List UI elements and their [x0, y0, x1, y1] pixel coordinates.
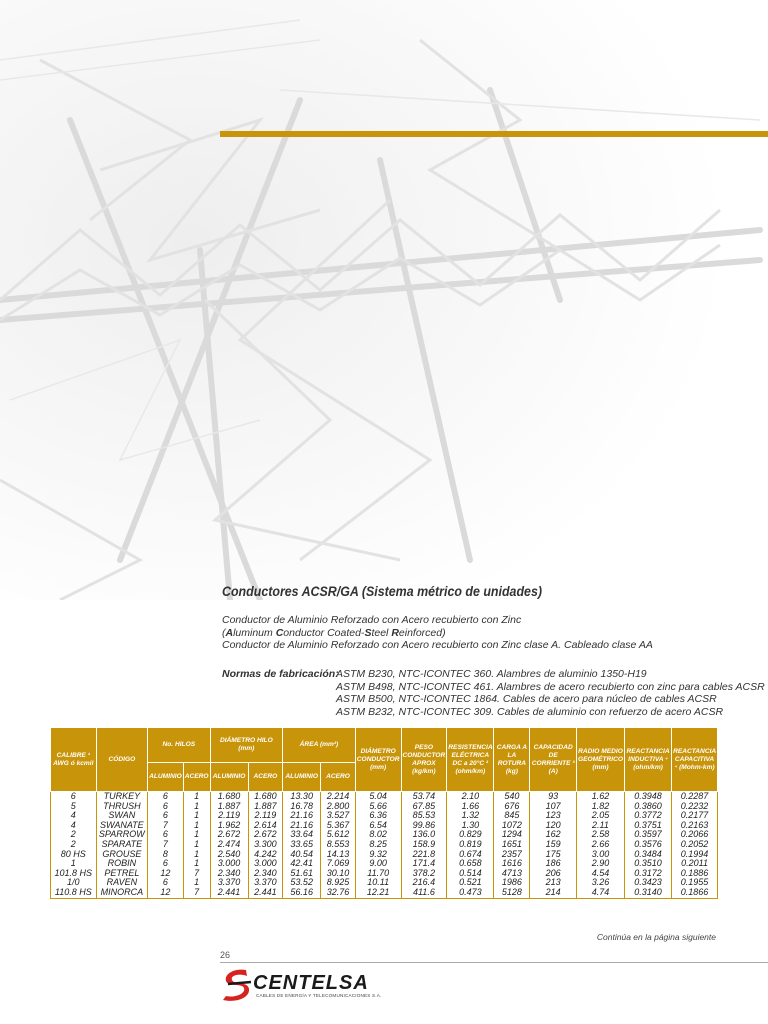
table-cell: 1294: [494, 830, 530, 840]
product-description: [222, 614, 653, 652]
table-cell: 0.829: [447, 830, 494, 840]
table-cell: 14.13: [321, 850, 356, 860]
table-cell: 1.962: [210, 821, 248, 831]
table-cell: 1: [183, 830, 210, 840]
table-cell: 206: [530, 869, 577, 879]
table-cell: 12: [148, 869, 184, 879]
table-cell: 5.612: [321, 830, 356, 840]
norm-item: ASTM B232, NTC-ICONTEC 309. Cables de aluminio con refuerzo de acero ACSR: [336, 705, 724, 718]
header-gold-rule: [220, 131, 768, 137]
table-cell: 3.000: [248, 859, 283, 869]
table-cell: 5128: [494, 888, 530, 898]
header-capacidad: CAPACIDAD DE CORRIENTE ³ (A): [530, 728, 577, 792]
table-cell: 8.553: [321, 840, 356, 850]
table-cell: 8.925: [321, 878, 356, 888]
table-cell: 123: [530, 811, 577, 821]
table-cell: 213: [530, 878, 577, 888]
table-cell: 3.370: [248, 878, 283, 888]
table-cell: 1986: [494, 878, 530, 888]
table-cell: 2357: [494, 850, 530, 860]
table-cell: 0.2287: [672, 792, 718, 802]
table-cell: 5.367: [321, 821, 356, 831]
table-cell: 30.10: [321, 869, 356, 879]
norm-item: ASTM B500, NTC-ICONTEC 1864. Cables de acero para núcleo de cables ACSR: [336, 693, 717, 705]
table-cell: 2: [51, 830, 97, 840]
table-cell: 7: [148, 821, 184, 831]
table-cell: 1616: [494, 859, 530, 869]
footer-rule: [220, 962, 768, 963]
table-cell: 1.66: [447, 802, 494, 812]
table-cell: 0.473: [447, 888, 494, 898]
table-cell: 33.64: [283, 830, 321, 840]
table-cell: 1: [51, 859, 97, 869]
description-segment: A: [225, 626, 234, 639]
table-cell: 2.474: [210, 840, 248, 850]
table-cell: 1.680: [248, 792, 283, 802]
table-cell: 411.6: [401, 888, 447, 898]
table-cell: 1.887: [248, 802, 283, 812]
table-cell: 171.4: [401, 859, 447, 869]
table-cell: 107: [530, 802, 577, 812]
table-cell: 3.527: [321, 811, 356, 821]
table-cell: ROBIN: [96, 859, 147, 869]
table-cell: 4713: [494, 869, 530, 879]
table-cell: 6.36: [355, 811, 401, 821]
table-cell: 2.672: [210, 830, 248, 840]
table-cell: 2.119: [248, 811, 283, 821]
table-cell: 2.540: [210, 850, 248, 860]
table-cell: 0.2177: [672, 811, 718, 821]
table-cell: 1: [183, 850, 210, 860]
table-cell: 21.16: [283, 821, 321, 831]
description-line-2: [222, 627, 653, 640]
table-cell: 175: [530, 850, 577, 860]
table-cell: 214: [530, 888, 577, 898]
table-cell: 3.370: [210, 878, 248, 888]
table-cell: 5.66: [355, 802, 401, 812]
table-cell: 32.76: [321, 888, 356, 898]
table-cell: 1651: [494, 840, 530, 850]
table-cell: 4: [51, 821, 97, 831]
table-cell: 101.8 HS: [51, 869, 97, 879]
table-cell: 0.3423: [625, 878, 672, 888]
subheader-diametro-acero: ACERO: [248, 763, 283, 792]
table-cell: 216.4: [401, 878, 447, 888]
table-cell: 53.74: [401, 792, 447, 802]
table-cell: SWANATE: [96, 821, 147, 831]
table-cell: 6: [148, 830, 184, 840]
table-cell: PETREL: [96, 869, 147, 879]
table-cell: 0.3772: [625, 811, 672, 821]
table-cell: 2.614: [248, 821, 283, 831]
table-cell: 158.9: [401, 840, 447, 850]
table-cell: 378.2: [401, 869, 447, 879]
table-cell: 0.3510: [625, 859, 672, 869]
table-cell: 6: [148, 802, 184, 812]
norm-item: ASTM B498, NTC-ICONTEC 461. Alambres de acero recubierto con zinc para cables ACSR: [336, 680, 765, 693]
table-cell: 11.70: [355, 869, 401, 879]
table-cell: 5.04: [355, 792, 401, 802]
table-cell: SPARROW: [96, 830, 147, 840]
table-cell: 12: [148, 888, 184, 898]
table-cell: 0.658: [447, 859, 494, 869]
table-cell: 676: [494, 802, 530, 812]
description-segment: teel: [371, 626, 392, 639]
table-cell: TURKEY: [96, 792, 147, 802]
table-cell: 33.65: [283, 840, 321, 850]
table-cell: 0.3484: [625, 850, 672, 860]
description-line-3: Conductor de Aluminio Reforzado con Acero recubierto con Zinc clase A. Cableado clase AA: [222, 639, 653, 651]
table-cell: 1: [183, 859, 210, 869]
header-hilos: No. HILOS: [148, 728, 210, 763]
conductor-spec-table: [50, 727, 718, 899]
table-cell: 1.887: [210, 802, 248, 812]
table-cell: 0.2066: [672, 830, 718, 840]
table-cell: 2.340: [248, 869, 283, 879]
table-cell: 2.800: [321, 802, 356, 812]
header-codigo: CÓDIGO: [96, 728, 147, 792]
table-cell: 110.8 HS: [51, 888, 97, 898]
description-segment: onductor Coated-: [283, 626, 365, 639]
header-reactancia-inductiva: REACTANCIA INDUCTIVA ⁴ (ohm/km): [625, 728, 672, 792]
table-cell: 845: [494, 811, 530, 821]
table-cell: 0.3597: [625, 830, 672, 840]
table-cell: 1.30: [447, 821, 494, 831]
norms-label: Normas de fabricación:: [222, 668, 339, 680]
table-cell: 136.0: [401, 830, 447, 840]
table-cell: 1: [183, 811, 210, 821]
table-cell: 21.16: [283, 811, 321, 821]
table-cell: 1: [183, 878, 210, 888]
table-cell: 6.54: [355, 821, 401, 831]
table-cell: 221.8: [401, 850, 447, 860]
table-cell: 2.672: [248, 830, 283, 840]
table-cell: 67.85: [401, 802, 447, 812]
table-cell: 0.819: [447, 840, 494, 850]
table-cell: 0.514: [447, 869, 494, 879]
description-segment: S: [364, 626, 372, 639]
table-cell: 1: [183, 840, 210, 850]
subheader-diametro-aluminio: ALUMINIO: [210, 763, 248, 792]
header-carga: CARGA A LA ROTURA (kg): [494, 728, 530, 792]
header-resistencia: RESISTENCIA ELÉCTRICA DC a 20°C ² (ohm/km): [447, 728, 494, 792]
description-segment: einforced): [398, 626, 446, 639]
header-peso: PESO CONDUCTOR APROX (kg/km): [401, 728, 447, 792]
table-cell: 5: [51, 802, 97, 812]
table-cell: 2.90: [576, 859, 624, 869]
table-cell: 2.58: [576, 830, 624, 840]
table-cell: 0.2232: [672, 802, 718, 812]
table-cell: 1.680: [210, 792, 248, 802]
table-cell: 2.119: [210, 811, 248, 821]
table-cell: 0.1994: [672, 850, 718, 860]
table-cell: SPARATE: [96, 840, 147, 850]
table-cell: 4.242: [248, 850, 283, 860]
logo-wordmark: CENTELSA: [253, 972, 369, 994]
table-cell: 16.78: [283, 802, 321, 812]
table-cell: 0.1886: [672, 869, 718, 879]
table-cell: 1.82: [576, 802, 624, 812]
subheader-area-aluminio: ALUMINIO: [283, 763, 321, 792]
header-diametro-conductor: DIÁMETRO CONDUCTOR (mm): [355, 728, 401, 792]
table-cell: 51.61: [283, 869, 321, 879]
table-cell: 540: [494, 792, 530, 802]
table-cell: 2.441: [248, 888, 283, 898]
table-cell: 9.32: [355, 850, 401, 860]
table-cell: 186: [530, 859, 577, 869]
description-line-1: Conductor de Aluminio Reforzado con Acero recubierto con Zinc: [222, 614, 522, 626]
table-cell: 8: [148, 850, 184, 860]
table-row: [51, 888, 718, 898]
table-cell: 7: [148, 840, 184, 850]
table-cell: 162: [530, 830, 577, 840]
table-cell: 2.11: [576, 821, 624, 831]
table-cell: 53.52: [283, 878, 321, 888]
manufacturing-norms: [222, 668, 765, 718]
table-cell: 2.214: [321, 792, 356, 802]
table-cell: 40.54: [283, 850, 321, 860]
table-cell: 120: [530, 821, 577, 831]
table-cell: 3.300: [248, 840, 283, 850]
table-cell: 8.25: [355, 840, 401, 850]
table-cell: 7.069: [321, 859, 356, 869]
table-cell: 93: [530, 792, 577, 802]
header-radio: RADIO MEDIO GEOMÉTRICO (mm): [576, 728, 624, 792]
table-cell: 56.16: [283, 888, 321, 898]
table-cell: 0.2052: [672, 840, 718, 850]
header-reactancia-capacitiva: REACTANCIA CAPACITIVA ⁴ (Mohm-km): [672, 728, 718, 792]
table-cell: 3.000: [210, 859, 248, 869]
table-cell: 0.3948: [625, 792, 672, 802]
table-cell: 2.340: [210, 869, 248, 879]
table-cell: 0.3751: [625, 821, 672, 831]
table-body: [51, 792, 718, 899]
table-cell: 7: [183, 869, 210, 879]
table-cell: 1/0: [51, 878, 97, 888]
table-cell: 0.1866: [672, 888, 718, 898]
table-cell: 4.74: [576, 888, 624, 898]
table-cell: THRUSH: [96, 802, 147, 812]
table-cell: 2.05: [576, 811, 624, 821]
header-area: ÁREA (mm²): [283, 728, 356, 763]
page-title: Conductores ACSR/GA (Sistema métrico de unidades): [222, 584, 542, 599]
table-cell: RAVEN: [96, 878, 147, 888]
subheader-hilos-acero: ACERO: [183, 763, 210, 792]
table-cell: 0.3172: [625, 869, 672, 879]
table-cell: 0.2163: [672, 821, 718, 831]
table-cell: 12.21: [355, 888, 401, 898]
continue-note: Continúa en la página siguiente: [596, 932, 716, 942]
table-cell: SWAN: [96, 811, 147, 821]
table-cell: 6: [148, 878, 184, 888]
table-cell: 2.10: [447, 792, 494, 802]
header-diametro-hilo: DIÁMETRO HILO (mm): [210, 728, 283, 763]
table-cell: 9.00: [355, 859, 401, 869]
description-segment: R: [391, 626, 399, 639]
norm-item: ASTM B230, NTC-ICONTEC 360. Alambres de aluminio 1350-H19: [336, 668, 647, 680]
table-cell: 1.62: [576, 792, 624, 802]
table-cell: 0.1955: [672, 878, 718, 888]
description-segment: C: [275, 626, 284, 639]
table-cell: 2.66: [576, 840, 624, 850]
table-cell: 10.11: [355, 878, 401, 888]
table-cell: 0.3140: [625, 888, 672, 898]
table-cell: 99.86: [401, 821, 447, 831]
table-cell: 0.521: [447, 878, 494, 888]
table-cell: 13.30: [283, 792, 321, 802]
table-cell: 8.02: [355, 830, 401, 840]
table-cell: 159: [530, 840, 577, 850]
description-segment: (: [222, 626, 226, 639]
table-cell: 6: [51, 792, 97, 802]
table-cell: MINORCA: [96, 888, 147, 898]
table-cell: 0.674: [447, 850, 494, 860]
table-cell: 4: [51, 811, 97, 821]
table-cell: 85.53: [401, 811, 447, 821]
table-cell: 6: [148, 792, 184, 802]
table-cell: 7: [183, 888, 210, 898]
logo-tagline: CABLES DE ENERGÍA Y TELECOMUNICACIONES S.A.: [256, 993, 382, 998]
table-cell: 0.2011: [672, 859, 718, 869]
page-number: 26: [220, 950, 231, 960]
table-cell: 4.54: [576, 869, 624, 879]
table-cell: 2: [51, 840, 97, 850]
table-cell: GROUSE: [96, 850, 147, 860]
table-cell: 1072: [494, 821, 530, 831]
description-segment: luminum: [233, 626, 276, 639]
subheader-area-acero: ACERO: [321, 763, 356, 792]
subheader-hilos-aluminio: ALUMINIO: [148, 763, 184, 792]
table-cell: 80 HS: [51, 850, 97, 860]
table-cell: 0.3860: [625, 802, 672, 812]
table-cell: 1: [183, 821, 210, 831]
table-cell: 3.26: [576, 878, 624, 888]
table-cell: 2.441: [210, 888, 248, 898]
header-calibre: CALIBRE ¹ AWG ó kcmil: [51, 728, 97, 792]
table-cell: 1: [183, 792, 210, 802]
table-cell: 0.3576: [625, 840, 672, 850]
table-cell: 1: [183, 802, 210, 812]
table-cell: 6: [148, 811, 184, 821]
table-cell: 3.00: [576, 850, 624, 860]
table-cell: 6: [148, 859, 184, 869]
table-cell: 1.32: [447, 811, 494, 821]
table-cell: 42.41: [283, 859, 321, 869]
